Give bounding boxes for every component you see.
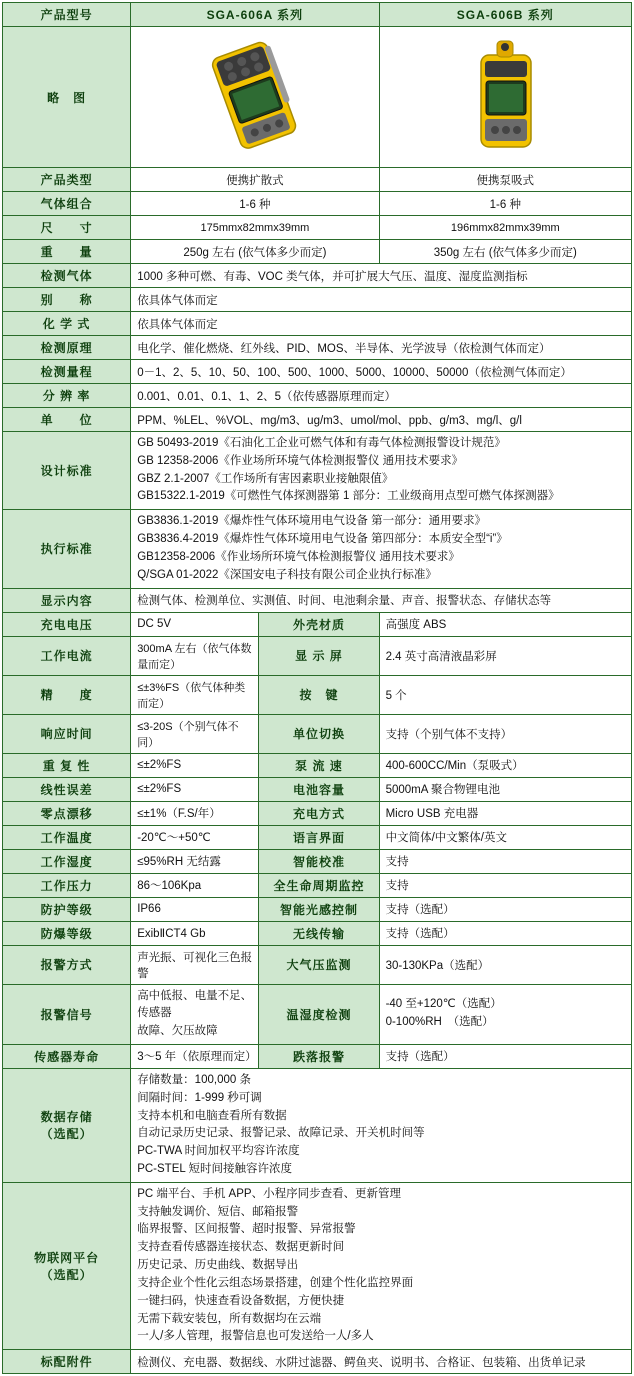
row-design-standard <box>3 432 632 510</box>
temp-humidity-line: 0-100%RH （选配） <box>385 1016 494 1029</box>
row-alias <box>3 288 632 312</box>
data-storage-line: PC-STEL 短时间接触容许浓度 <box>137 1163 293 1175</box>
data-storage-line: PC-TWA 时间加权平均容许浓度 <box>137 1145 300 1158</box>
value-resolution: 0.001、0.01、0.1、1、2、5（依传感器原理而定） <box>131 384 632 408</box>
label-atmospheric-pressure-monitoring: 大气压监测 <box>259 945 379 984</box>
row-detected-gas <box>3 264 632 288</box>
data-storage-line: 自动记录历史记录、报警记录、故障记录、开关机时间等 <box>137 1127 425 1140</box>
exec-standard-line: Q/SGA 01-2022《深国安电子科技有限公司企业执行标准》 <box>137 568 437 581</box>
value-zero-drift: ≤±1%（F.S/年） <box>131 801 259 825</box>
iot-platform-line: 历史记录、历史曲线、数据导出 <box>137 1259 299 1272</box>
label-product-type: 产品类型 <box>3 168 131 192</box>
label-charge-voltage: 充电电压 <box>3 612 131 636</box>
label-alarm-method: 报警方式 <box>3 945 131 984</box>
value-shell-material: 高强度 ABS <box>379 612 631 636</box>
device-a-illustration <box>180 33 330 158</box>
iot-platform-line: 支持查看传感器连接状态、数据更新时间 <box>137 1241 345 1254</box>
label-alias: 别 称 <box>3 288 131 312</box>
exec-standard-line: GB12358-2006《作业场所环境气体检测报警仪 通用技术要求》 <box>137 550 460 563</box>
row-zero-drift <box>3 801 632 825</box>
value-data-storage <box>131 1068 632 1182</box>
value-lifecycle-monitoring: 支持 <box>379 873 631 897</box>
value-product-type-b: 便携泵吸式 <box>379 168 631 192</box>
label-gas-combination: 气体组合 <box>3 192 131 216</box>
value-drop-alarm: 支持（选配） <box>379 1044 631 1068</box>
value-protection-grade: IP66 <box>131 897 259 921</box>
value-dimensions-b: 196mmx82mmx39mm <box>379 216 631 240</box>
value-buttons: 5 个 <box>379 675 631 714</box>
value-battery-capacity: 5000mA 聚合物锂电池 <box>379 777 631 801</box>
value-alarm-signal <box>131 984 259 1044</box>
row-data-storage <box>3 1068 632 1182</box>
row-detection-principle <box>3 336 632 360</box>
value-alarm-method: 声光振、可视化三色报警 <box>131 945 259 984</box>
spec-table <box>2 2 632 1374</box>
design-standard-line: GB 12358-2006《作业场所环境气体检测报警仪 通用技术要求》 <box>137 454 464 467</box>
value-atmospheric-pressure-monitoring: 30-130KPa（选配） <box>379 945 631 984</box>
row-explosion-proof-grade <box>3 921 632 945</box>
alarm-signal-line: 高中低报、电量不足、传感器 <box>137 989 253 1020</box>
value-explosion-proof-grade: ExibⅡCT4 Gb <box>131 921 259 945</box>
label-explosion-proof-grade: 防爆等级 <box>3 921 131 945</box>
value-temp-humidity-detection <box>379 984 631 1044</box>
label-temp-humidity-detection: 温湿度检测 <box>259 984 379 1044</box>
alarm-signal-line: 故障、欠压故障 <box>137 1025 218 1038</box>
label-working-temperature: 工作温度 <box>3 825 131 849</box>
value-detection-range: 0－1、2、5、10、50、100、500、1000、5000、10000、50000（依检测气体而定） <box>131 360 632 384</box>
label-battery-capacity: 电池容量 <box>259 777 379 801</box>
value-pump-flow: 400-600CC/Min（泵吸式） <box>379 753 631 777</box>
data-storage-line: 间隔时间：1-999 秒可调 <box>137 1091 262 1104</box>
row-display-content <box>3 588 632 612</box>
value-dimensions-a: 175mmx82mmx39mm <box>131 216 379 240</box>
iot-platform-line: 一人/多人管理，报警信息也可发送给一人/多人 <box>137 1330 374 1343</box>
header-model-a: SGA-606A 系列 <box>131 3 379 27</box>
value-unit: PPM、%LEL、%VOL、mg/m3、ug/m3、umol/mol、ppb、g/m3、mg/l、g/l <box>131 408 632 432</box>
label-data-storage <box>3 1068 131 1182</box>
label-resolution: 分 辨 率 <box>3 384 131 408</box>
label-display-content: 显示内容 <box>3 588 131 612</box>
value-design-standard <box>131 432 632 510</box>
label-design-standard: 设计标准 <box>3 432 131 510</box>
label-pump-flow: 泵 流 速 <box>259 753 379 777</box>
row-protection-grade <box>3 897 632 921</box>
label-working-pressure: 工作压力 <box>3 873 131 897</box>
row-working-humidity <box>3 849 632 873</box>
label-data-storage-line1: 数据存储 <box>40 1110 93 1125</box>
value-exec-standard <box>131 510 632 588</box>
value-accuracy: ≤±3%FS（依气体种类而定） <box>131 675 259 714</box>
device-image-a <box>131 27 379 168</box>
label-response-time: 响应时间 <box>3 714 131 753</box>
label-linearity-error: 线性误差 <box>3 777 131 801</box>
device-image-b <box>379 27 631 168</box>
row-iot-platform <box>3 1182 632 1349</box>
row-working-current <box>3 636 632 675</box>
label-working-current: 工作电流 <box>3 636 131 675</box>
iot-platform-line: 支持企业个性化云组态场景搭建，创建个性化监控界面 <box>137 1276 414 1289</box>
value-display-content: 检测气体、检测单位、实测值、时间、电池剩余量、声音、报警状态、存储状态等 <box>131 588 632 612</box>
row-accessories <box>3 1350 632 1374</box>
value-working-humidity: ≤95%RH 无结露 <box>131 849 259 873</box>
design-standard-line: GB15322.1-2019《可燃性气体探测器第 1 部分：工业级商用点型可燃气体探测器》 <box>137 490 560 503</box>
label-shell-material: 外壳材质 <box>259 612 379 636</box>
table-header-row <box>3 3 632 27</box>
design-standard-line: GBZ 2.1-2007《工作场所有害因素职业接触限值》 <box>137 472 394 485</box>
label-unit: 单 位 <box>3 408 131 432</box>
row-accuracy <box>3 675 632 714</box>
label-language-interface: 语言界面 <box>259 825 379 849</box>
value-gas-combination-a: 1-6 种 <box>131 192 379 216</box>
label-sensor-life: 传感器寿命 <box>3 1044 131 1068</box>
label-data-storage-line2: （选配） <box>40 1127 93 1142</box>
row-charge-voltage <box>3 612 632 636</box>
value-smart-light-control: 支持（选配） <box>379 897 631 921</box>
value-linearity-error: ≤±2%FS <box>131 777 259 801</box>
iot-platform-line: 临界报警、区间报警、超时报警、异常报警 <box>137 1223 356 1236</box>
row-resolution <box>3 384 632 408</box>
row-gas-combination <box>3 192 632 216</box>
value-iot-platform <box>131 1182 632 1349</box>
label-exec-standard: 执行标准 <box>3 510 131 588</box>
value-sensor-life: 3～5 年（依原理而定） <box>131 1044 259 1068</box>
header-label: 产品型号 <box>3 3 131 27</box>
label-alarm-signal: 报警信号 <box>3 984 131 1044</box>
value-language-interface: 中文简体/中文繁体/英文 <box>379 825 631 849</box>
value-detection-principle: 电化学、催化燃烧、红外线、PID、MOS、半导体、光学波导（依检测气体而定） <box>131 336 632 360</box>
design-standard-line: GB 50493-2019《石油化工企业可燃气体和有毒气体检测报警设计规范》 <box>137 437 506 449</box>
label-wireless-transmission: 无线传输 <box>259 921 379 945</box>
product-spec-sheet <box>0 2 634 1374</box>
label-detection-range: 检测量程 <box>3 360 131 384</box>
label-unit-switch: 单位切换 <box>259 714 379 753</box>
value-chemical-formula: 依具体气体而定 <box>131 312 632 336</box>
data-storage-line: 支持本机和电脑查看所有数据 <box>137 1109 287 1122</box>
value-charge-voltage: DC 5V <box>131 612 259 636</box>
label-iot-platform-line1: 物联网平台 <box>34 1250 100 1265</box>
label-lifecycle-monitoring: 全生命周期监控 <box>259 873 379 897</box>
row-chemical-formula <box>3 312 632 336</box>
value-working-current: 300mA 左右（依气体数量而定） <box>131 636 259 675</box>
label-smart-calibration: 智能校准 <box>259 849 379 873</box>
label-iot-platform-line2: （选配） <box>40 1267 93 1282</box>
row-alarm-method <box>3 945 632 984</box>
label-dimensions: 尺 寸 <box>3 216 131 240</box>
device-b-illustration <box>445 33 565 158</box>
label-detection-principle: 检测原理 <box>3 336 131 360</box>
value-alias: 依具体气体而定 <box>131 288 632 312</box>
value-accessories: 检测仪、充电器、数据线、水阱过滤器、鳄鱼夹、说明书、合格证、包装箱、出货单记录 <box>131 1350 632 1374</box>
label-detected-gas: 检测气体 <box>3 264 131 288</box>
label-zero-drift: 零点漂移 <box>3 801 131 825</box>
value-weight-a: 250g 左右 (依气体多少而定) <box>131 240 379 264</box>
value-working-temperature: -20℃～+50℃ <box>131 825 259 849</box>
exec-standard-line: GB3836.4-2019《爆炸性气体环境用电气设备 第四部分：本质安全型“i”》 <box>137 533 508 546</box>
data-storage-line: 存储数量：100,000 条 <box>137 1073 251 1086</box>
row-response-time <box>3 714 632 753</box>
label-buttons: 按 键 <box>259 675 379 714</box>
diagram-row <box>3 27 632 168</box>
row-product-type <box>3 168 632 192</box>
iot-platform-line: PC 端平台、手机 APP、小程序同步查看、更新管理 <box>137 1187 402 1200</box>
row-detection-range <box>3 360 632 384</box>
row-dimensions <box>3 216 632 240</box>
value-smart-calibration: 支持 <box>379 849 631 873</box>
iot-platform-line: 一键扫码，快速查看设备数据，方便快捷 <box>137 1294 345 1307</box>
row-exec-standard <box>3 510 632 588</box>
label-protection-grade: 防护等级 <box>3 897 131 921</box>
label-iot-platform <box>3 1182 131 1349</box>
value-repeatability: ≤±2%FS <box>131 753 259 777</box>
value-charging-method: Micro USB 充电器 <box>379 801 631 825</box>
value-detected-gas: 1000 多种可燃、有毒、VOC 类气体，并可扩展大气压、温度、湿度监测指标 <box>131 264 632 288</box>
row-working-pressure <box>3 873 632 897</box>
label-smart-light-control: 智能光感控制 <box>259 897 379 921</box>
header-model-b: SGA-606B 系列 <box>379 3 631 27</box>
label-drop-alarm: 跌落报警 <box>259 1044 379 1068</box>
iot-platform-line: 支持触发调价、短信、邮箱报警 <box>137 1205 299 1218</box>
value-response-time: ≤3-20S（个别气体不同） <box>131 714 259 753</box>
label-display-screen: 显 示 屏 <box>259 636 379 675</box>
label-weight: 重 量 <box>3 240 131 264</box>
label-charging-method: 充电方式 <box>259 801 379 825</box>
iot-platform-line: 无需下载安装包，所有数据均在云端 <box>137 1312 322 1325</box>
exec-standard-line: GB3836.1-2019《爆炸性气体环境用电气设备 第一部分：通用要求》 <box>137 515 487 528</box>
value-gas-combination-b: 1-6 种 <box>379 192 631 216</box>
diagram-label: 略 图 <box>3 27 131 168</box>
row-sensor-life <box>3 1044 632 1068</box>
value-unit-switch: 支持（个别气体不支持） <box>379 714 631 753</box>
row-weight <box>3 240 632 264</box>
temp-humidity-line: -40 至+120℃（选配） <box>385 998 502 1011</box>
value-product-type-a: 便携扩散式 <box>131 168 379 192</box>
row-unit <box>3 408 632 432</box>
row-linearity-error <box>3 777 632 801</box>
value-display-screen: 2.4 英寸高清液晶彩屏 <box>379 636 631 675</box>
value-wireless-transmission: 支持（选配） <box>379 921 631 945</box>
row-alarm-signal <box>3 984 632 1044</box>
label-chemical-formula: 化 学 式 <box>3 312 131 336</box>
label-working-humidity: 工作湿度 <box>3 849 131 873</box>
row-repeatability <box>3 753 632 777</box>
label-accuracy: 精 度 <box>3 675 131 714</box>
label-repeatability: 重 复 性 <box>3 753 131 777</box>
row-working-temperature <box>3 825 632 849</box>
label-accessories: 标配附件 <box>3 1350 131 1374</box>
value-working-pressure: 86～106Kpa <box>131 873 259 897</box>
value-weight-b: 350g 左右 (依气体多少而定) <box>379 240 631 264</box>
